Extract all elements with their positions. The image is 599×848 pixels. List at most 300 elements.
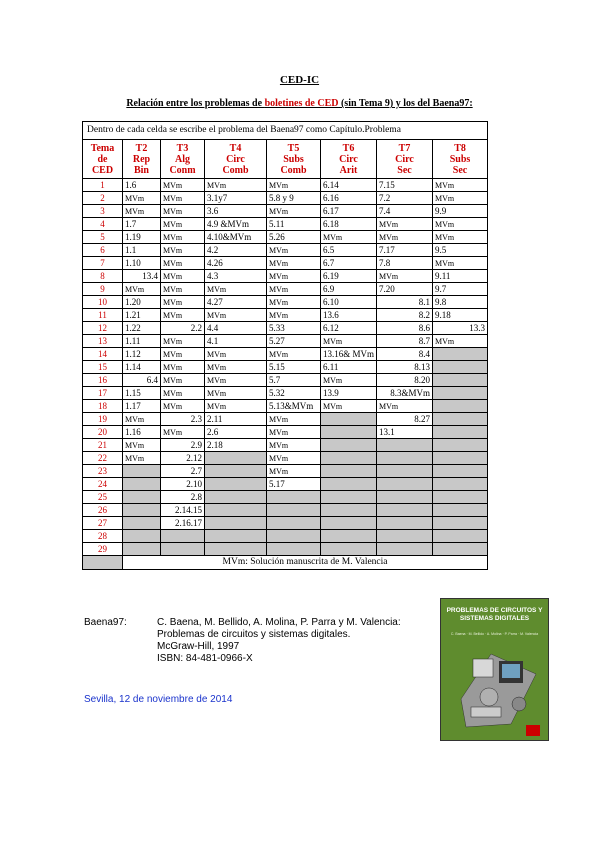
table-cell xyxy=(377,465,433,478)
row-number: 4 xyxy=(83,218,123,231)
table-row xyxy=(83,530,488,543)
table-cell: 13.1 xyxy=(377,426,433,439)
table-cell: 5.33 xyxy=(267,322,321,335)
row-number: 19 xyxy=(83,413,123,426)
column-header-line: Sec xyxy=(397,164,412,176)
table-cell: MVm xyxy=(433,192,488,205)
table-cell: MVm xyxy=(377,270,433,283)
table-row xyxy=(83,361,488,374)
row-number: 8 xyxy=(83,270,123,283)
table-cell xyxy=(321,413,377,426)
table-cell xyxy=(321,543,377,556)
column-header-line: Bin xyxy=(133,164,149,176)
table-cell xyxy=(433,361,488,374)
table-cell: 4.3 xyxy=(205,270,267,283)
column-header-line: Tema xyxy=(90,142,115,154)
table-cell: MVm xyxy=(267,309,321,322)
table-row xyxy=(83,413,488,426)
table-cell: 1.14 xyxy=(123,361,161,374)
table-cell: 4.2 xyxy=(205,244,267,257)
table-cell: 1.7 xyxy=(123,218,161,231)
table-cell: MVm xyxy=(267,179,321,192)
row-number: 27 xyxy=(83,517,123,530)
table-cell: 5.7 xyxy=(267,374,321,387)
table-cell: 8.1 xyxy=(377,296,433,309)
table-cell: MVm xyxy=(267,465,321,478)
table-cell xyxy=(377,478,433,491)
table-row xyxy=(83,309,488,322)
table-cell: MVm xyxy=(161,348,205,361)
table-cell: MVm xyxy=(161,426,205,439)
table-cell: MVm xyxy=(205,309,267,322)
table-row xyxy=(83,270,488,283)
table-cell: 9.8 xyxy=(433,296,488,309)
table-cell xyxy=(433,439,488,452)
column-header xyxy=(161,140,205,179)
table-cell: 5.8 y 9 xyxy=(267,192,321,205)
table-cell: 9.5 xyxy=(433,244,488,257)
table-cell: 2.11 xyxy=(205,413,267,426)
table-cell: 4.10&MVm xyxy=(205,231,267,244)
table-cell: 7.15 xyxy=(377,179,433,192)
table-row xyxy=(83,465,488,478)
table-cell xyxy=(123,530,161,543)
column-header-line: Comb xyxy=(280,164,307,176)
table-cell: MVm xyxy=(161,270,205,283)
table-cell xyxy=(123,491,161,504)
row-number: 28 xyxy=(83,530,123,543)
table-cell: MVm xyxy=(161,192,205,205)
table-cell: MVm xyxy=(123,439,161,452)
book-cover-title: PROBLEMAS DE CIRCUITOS Y SISTEMAS DIGITALES xyxy=(446,607,543,622)
row-number: 11 xyxy=(83,309,123,322)
table-row xyxy=(83,452,488,465)
table-cell: 1.20 xyxy=(123,296,161,309)
row-number: 2 xyxy=(83,192,123,205)
table-cell: 8.6 xyxy=(377,322,433,335)
column-header-line: CED xyxy=(91,164,114,176)
table-cell xyxy=(433,387,488,400)
table-cell xyxy=(161,543,205,556)
table-cell xyxy=(433,478,488,491)
table-row xyxy=(83,374,488,387)
row-number: 1 xyxy=(83,179,123,192)
table-cell: MVm xyxy=(123,283,161,296)
table-cell: MVm xyxy=(321,231,377,244)
table-cell: 1.19 xyxy=(123,231,161,244)
table-cell xyxy=(433,413,488,426)
column-header-line: Subs xyxy=(449,153,471,165)
table-cell: MVm xyxy=(205,387,267,400)
table-row xyxy=(83,322,488,335)
column-header xyxy=(267,140,321,179)
table-cell: MVm xyxy=(123,413,161,426)
table-row xyxy=(83,491,488,504)
column-header-line: de xyxy=(97,153,108,165)
table-cell: 2.16.17 xyxy=(161,517,205,530)
table-cell: 13.9 xyxy=(321,387,377,400)
table-cell: 2.14.15 xyxy=(161,504,205,517)
book-cover-image xyxy=(440,598,549,741)
column-header-line: Alg xyxy=(175,153,190,165)
subtitle-part-3: (sin Tema 9) y los del Baena97: xyxy=(338,98,473,109)
table-cell xyxy=(377,491,433,504)
table-cell: MVm xyxy=(123,452,161,465)
table-row xyxy=(83,192,488,205)
table-cell: 1.21 xyxy=(123,309,161,322)
table-cell: MVm xyxy=(161,218,205,231)
table-cell xyxy=(205,543,267,556)
table-cell: 1.16 xyxy=(123,426,161,439)
table-cell: MVm xyxy=(205,361,267,374)
table-cell: 6.7 xyxy=(321,257,377,270)
table-cell: MVm xyxy=(161,335,205,348)
table-cell xyxy=(433,400,488,413)
table-cell: MVm xyxy=(377,231,433,244)
column-header xyxy=(377,140,433,179)
table-cell: 5.27 xyxy=(267,335,321,348)
table-cell: MVm xyxy=(161,309,205,322)
table-cell xyxy=(433,426,488,439)
table-cell: 7.20 xyxy=(377,283,433,296)
row-number: 15 xyxy=(83,361,123,374)
row-number: 3 xyxy=(83,205,123,218)
column-header xyxy=(321,140,377,179)
table-cell: MVm xyxy=(205,179,267,192)
row-number: 7 xyxy=(83,257,123,270)
table-cell xyxy=(433,491,488,504)
book-cover-art xyxy=(441,599,548,740)
table-cell: MVm xyxy=(433,257,488,270)
header-row xyxy=(83,140,488,179)
row-number: 12 xyxy=(83,322,123,335)
table-cell xyxy=(205,465,267,478)
table-cell: 7.4 xyxy=(377,205,433,218)
table-row xyxy=(83,426,488,439)
table-cell: 2.2 xyxy=(161,322,205,335)
table-cell: 2.9 xyxy=(161,439,205,452)
table-cell: 6.19 xyxy=(321,270,377,283)
table-cell xyxy=(321,426,377,439)
table-row xyxy=(83,387,488,400)
column-header-line: T7 xyxy=(398,142,411,154)
table-cell: 7.8 xyxy=(377,257,433,270)
table-cell: 8.3&MVm xyxy=(377,387,433,400)
table-cell xyxy=(321,530,377,543)
table-cell: MVm xyxy=(433,218,488,231)
table-cell: MVm xyxy=(161,231,205,244)
table-cell xyxy=(267,517,321,530)
table-cell: MVm xyxy=(433,335,488,348)
table-cell: MVm xyxy=(161,361,205,374)
document-subtitle xyxy=(0,98,599,109)
table-cell xyxy=(267,491,321,504)
table-cell xyxy=(123,504,161,517)
table-cell: 6.4 xyxy=(123,374,161,387)
table-row xyxy=(83,257,488,270)
table-row xyxy=(83,478,488,491)
row-number: 10 xyxy=(83,296,123,309)
table-cell: 8.2 xyxy=(377,309,433,322)
column-header-line: Circ xyxy=(226,153,245,165)
table-cell xyxy=(161,530,205,543)
table-cell: 8.4 xyxy=(377,348,433,361)
table-cell xyxy=(433,504,488,517)
table-cell: 4.1 xyxy=(205,335,267,348)
table-cell: MVm xyxy=(377,218,433,231)
table-cell xyxy=(205,530,267,543)
table-cell xyxy=(205,478,267,491)
table-cell: MVm xyxy=(205,400,267,413)
table-row xyxy=(83,439,488,452)
table-cell: MVm xyxy=(161,296,205,309)
table-cell xyxy=(321,517,377,530)
table-row xyxy=(83,517,488,530)
table-cell xyxy=(377,452,433,465)
table-row xyxy=(83,296,488,309)
table-row xyxy=(83,205,488,218)
column-header xyxy=(205,140,267,179)
book-cover-authors: C. Baena · M. Bellido · A. Molina · P. Parra · M. Valencia xyxy=(450,632,539,636)
table-cell: 2.7 xyxy=(161,465,205,478)
table-cell xyxy=(205,517,267,530)
table-row xyxy=(83,283,488,296)
table-cell: 5.11 xyxy=(267,218,321,231)
column-header-line: Subs xyxy=(283,153,304,165)
table-cell xyxy=(123,543,161,556)
table-cell: 2.6 xyxy=(205,426,267,439)
table-intro-text: Dentro de cada celda se escribe el problema del Baena97 como Capítulo.Problema xyxy=(83,122,488,140)
reference-label: Baena97: xyxy=(84,617,127,628)
column-header xyxy=(83,140,123,179)
table-cell: MVm xyxy=(205,283,267,296)
table-cell: MVm xyxy=(161,400,205,413)
table-cell: 5.17 xyxy=(267,478,321,491)
table-cell xyxy=(433,530,488,543)
table-cell: 3.1y7 xyxy=(205,192,267,205)
mapping-table xyxy=(82,121,488,570)
table-cell xyxy=(321,465,377,478)
table-cell: MVm xyxy=(321,400,377,413)
table-cell: 9.18 xyxy=(433,309,488,322)
table-cell: 6.18 xyxy=(321,218,377,231)
table-cell: MVm xyxy=(433,179,488,192)
table-cell xyxy=(321,439,377,452)
table-cell: 6.14 xyxy=(321,179,377,192)
table-cell: MVm xyxy=(161,374,205,387)
table-cell: MVm xyxy=(267,426,321,439)
table-cell xyxy=(377,517,433,530)
table-cell: MVm xyxy=(321,335,377,348)
row-number: 22 xyxy=(83,452,123,465)
table-cell: 6.9 xyxy=(321,283,377,296)
table-cell: 1.1 xyxy=(123,244,161,257)
table-cell: 6.11 xyxy=(321,361,377,374)
table-cell xyxy=(433,452,488,465)
table-cell xyxy=(433,348,488,361)
row-number: 18 xyxy=(83,400,123,413)
row-number: 29 xyxy=(83,543,123,556)
reference-book-title: Problemas de circuitos y sistemas digitales. xyxy=(157,629,351,640)
table-cell: 1.11 xyxy=(123,335,161,348)
column-header-line: T2 xyxy=(135,142,148,154)
row-number: 17 xyxy=(83,387,123,400)
row-number: 20 xyxy=(83,426,123,439)
table-cell: 5.15 xyxy=(267,361,321,374)
table-cell: MVm xyxy=(161,387,205,400)
row-number: 25 xyxy=(83,491,123,504)
table-cell xyxy=(267,504,321,517)
table-cell: MVm xyxy=(267,439,321,452)
table-cell: 6.17 xyxy=(321,205,377,218)
row-number: 6 xyxy=(83,244,123,257)
row-number: 13 xyxy=(83,335,123,348)
row-number: 21 xyxy=(83,439,123,452)
column-header-line: Arit xyxy=(339,164,358,176)
column-header-line: Conm xyxy=(169,164,196,176)
table-cell: 9.11 xyxy=(433,270,488,283)
table-cell xyxy=(205,491,267,504)
table-row xyxy=(83,504,488,517)
table-cell: 2.3 xyxy=(161,413,205,426)
table-cell: 8.20 xyxy=(377,374,433,387)
table-cell: MVm xyxy=(123,192,161,205)
table-cell xyxy=(377,530,433,543)
document-date: Sevilla, 12 de noviembre de 2014 xyxy=(84,694,233,705)
table-cell: MVm xyxy=(267,270,321,283)
table-cell: 6.10 xyxy=(321,296,377,309)
table-cell: 6.16 xyxy=(321,192,377,205)
table-cell: 4.26 xyxy=(205,257,267,270)
table-cell: 13.3 xyxy=(433,322,488,335)
table-cell xyxy=(321,491,377,504)
table-cell xyxy=(321,452,377,465)
table-cell: 8.7 xyxy=(377,335,433,348)
column-header-line: T6 xyxy=(342,142,355,154)
subtitle-part-1: Relación entre los problemas de xyxy=(126,98,265,109)
table-cell: 4.4 xyxy=(205,322,267,335)
row-number: 9 xyxy=(83,283,123,296)
table-cell: MVm xyxy=(267,296,321,309)
table-row xyxy=(83,543,488,556)
column-header-line: Comb xyxy=(222,164,249,176)
table-cell xyxy=(433,543,488,556)
table-cell: 9.9 xyxy=(433,205,488,218)
table-cell: 6.12 xyxy=(321,322,377,335)
table-cell xyxy=(377,543,433,556)
document-title: CED-IC xyxy=(279,74,320,86)
column-header-line: Circ xyxy=(395,153,414,165)
table-cell xyxy=(267,530,321,543)
table-cell xyxy=(267,543,321,556)
table-row xyxy=(83,335,488,348)
column-header-line: Sec xyxy=(452,164,468,176)
column-header-line: T3 xyxy=(176,142,189,154)
column-header xyxy=(433,140,488,179)
table-row xyxy=(83,179,488,192)
column-header-line: T5 xyxy=(287,142,300,154)
row-number: 16 xyxy=(83,374,123,387)
table-cell: 1.12 xyxy=(123,348,161,361)
table-cell: 1.10 xyxy=(123,257,161,270)
table-cell: 9.7 xyxy=(433,283,488,296)
table-cell: MVm xyxy=(205,374,267,387)
table-cell xyxy=(205,452,267,465)
table-cell: 13.4 xyxy=(123,270,161,283)
footer-blank-cell xyxy=(83,556,123,570)
table-cell xyxy=(433,517,488,530)
table-cell: MVm xyxy=(123,205,161,218)
table-row xyxy=(83,218,488,231)
table-cell xyxy=(123,478,161,491)
reference-body xyxy=(157,617,401,665)
reference-authors: C. Baena, M. Bellido, A. Molina, P. Parra y M. Valencia: xyxy=(157,617,401,628)
table-cell: 13.6 xyxy=(321,309,377,322)
table-cell xyxy=(321,478,377,491)
table-cell: 5.13&MVm xyxy=(267,400,321,413)
table-footnote: MVm: Solución manuscrita de M. Valencia xyxy=(123,556,488,570)
table-cell: MVm xyxy=(205,348,267,361)
table-cell: MVm xyxy=(267,413,321,426)
table-cell: 2.10 xyxy=(161,478,205,491)
table-cell: 5.32 xyxy=(267,387,321,400)
table-cell: 8.27 xyxy=(377,413,433,426)
table-cell: MVm xyxy=(267,205,321,218)
column-header-line: T8 xyxy=(454,142,466,154)
table-cell xyxy=(123,517,161,530)
column-header-line: T4 xyxy=(229,142,242,154)
intro-row xyxy=(83,122,488,140)
table-row xyxy=(83,244,488,257)
table-cell: MVm xyxy=(321,374,377,387)
row-number: 5 xyxy=(83,231,123,244)
table-cell: 2.8 xyxy=(161,491,205,504)
row-number: 23 xyxy=(83,465,123,478)
table-row xyxy=(83,348,488,361)
table-cell: 4.9 &MVm xyxy=(205,218,267,231)
table-cell: MVm xyxy=(267,244,321,257)
table-cell: 4.27 xyxy=(205,296,267,309)
table-cell: 1.17 xyxy=(123,400,161,413)
table-cell xyxy=(433,374,488,387)
table-cell xyxy=(377,439,433,452)
table-row xyxy=(83,231,488,244)
table-cell: MVm xyxy=(433,231,488,244)
table-cell xyxy=(321,504,377,517)
table-cell xyxy=(123,465,161,478)
column-header xyxy=(123,140,161,179)
footer-row xyxy=(83,556,488,570)
table-cell: 8.13 xyxy=(377,361,433,374)
table-cell: 7.2 xyxy=(377,192,433,205)
column-header-line: Rep xyxy=(132,153,151,165)
table-cell: 6.5 xyxy=(321,244,377,257)
table-cell xyxy=(433,465,488,478)
table-cell: MVm xyxy=(377,400,433,413)
row-number: 26 xyxy=(83,504,123,517)
table-cell: MVm xyxy=(161,179,205,192)
table-cell: 1.22 xyxy=(123,322,161,335)
table-cell: MVm xyxy=(267,257,321,270)
table-row xyxy=(83,400,488,413)
table-cell: MVm xyxy=(267,283,321,296)
row-number: 24 xyxy=(83,478,123,491)
row-number: 14 xyxy=(83,348,123,361)
table-cell: MVm xyxy=(161,257,205,270)
table-cell: MVm xyxy=(161,244,205,257)
reference-publisher: McGraw-Hill, 1997 xyxy=(157,641,240,652)
table-cell: MVm xyxy=(161,283,205,296)
